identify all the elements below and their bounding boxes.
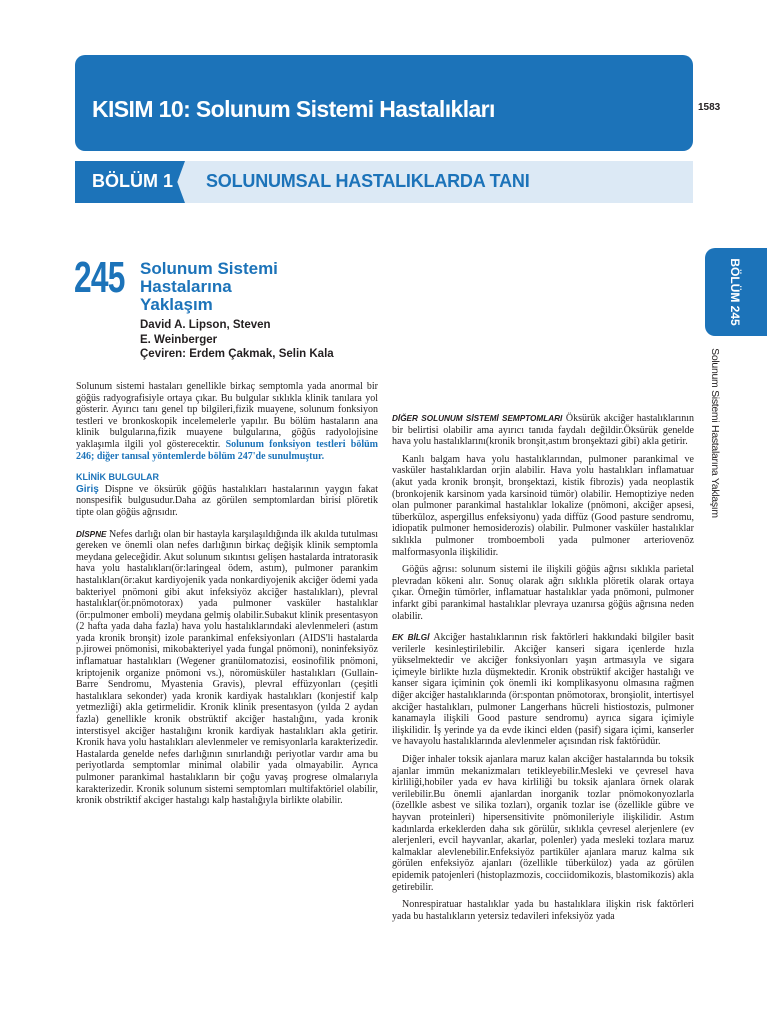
chapter-title: SOLUNUMSAL HASTALIKLARDA TANI (206, 171, 530, 191)
author-line: David A. Lipson, Steven (140, 319, 271, 331)
chapter-number: 245 (74, 253, 125, 302)
chapter-heading (140, 260, 380, 314)
page-number: 1583 (698, 102, 721, 113)
left-column (76, 381, 378, 807)
ek-bilgi-paragraph: EK BİLGİ Akciğer hastalıklarının risk faktörleri hakkındaki bilgiler basit verilerle kesinleştirilebilir. Akciğer kanseri sigara içenlerde hızla yükselmektedir ve akciğer fonksiyonları yaşın artmasıyla ve sigara içimeyle birlikte hızla düşmektedir. Kronik obstrüktif akciğer hastalığı ve kanser sigara içiminin çok önemli iki komplikasyonu olmasına rağmen diğer akciğer hastalıklarında (ör:spontan pnömotorax, bronşiolit, intertisyel akciğer hastalıkları, pulmoner Langerhans hücreli histiostozis, pulmoner kanamayla ilişkili Good pasture sendromu) ayrıca sigara içimiyle ilişkilidir. İş yerinde ya da evde ikinci elden (pasif) sigara içimi, kanserler ve havayolu hastalıklarında alevlenmeler açısından risk faktörüdür. (392, 632, 694, 748)
running-title: Solunum Sistemi Hastalarına Yaklaşım (709, 348, 721, 518)
dispne-label: DİSPNE (76, 529, 107, 539)
cross-reference-link[interactable]: Solunum fonksiyon testleri bölüm 246; diğer tanısal yöntemlerde bölüm 247'de sunulmuştur. (76, 438, 378, 462)
right-column (392, 255, 694, 922)
gogus-agrisi-paragraph: Göğüs ağrısı: solunum sistemi ile ilişkili göğüs ağrısı sıklıkla parietal plevradan kökeni alır. Sonuç olarak ağrı sıklıkla plöretik olarak ortaya çıkar. Örneğin tümörler, inflamatuar hastalıklar yada pnömoni, pulmoner infarkt gibi parankimal hastalıklar plevraya uzanırsa göğüs ağrısına neden olabilir. (392, 564, 694, 622)
toksik-ajan-paragraph: Diğer inhaler toksik ajanlara maruz kalan akciğer hastalarında bu toksik ajanlar immün mekanizmaları tetikleyebilir.Mesleki ve çevresel hava kirliliği,hobiler yada ev hava kirliliği bu toksik ajanlara örnek olarak verilebilir.Bu önemli ajanlardan inorganik tozlar pnömokonyozlarla (özellkle asbest ve silika tozları), organik tozlar ise (özellikle gübre ve hayvan proteinleri) hipersensitivite pnömonileriyle ilişkilidir. Astım kadınlarda erkeklerden daha sık görülür, sıklıkla çevresel alerjenlere (ev alerjenleri, evcil hayvanlar, akarlar, polenler) yada mesleki tozlara maruz kalmaklar alevlenebilir.Enfeksiyöz partiküler ajanlara maruz kalma sık görülen enfeksiyöz ajanları (özellikle tüberküloz) yada az görülen epidemik patojenleri (histoplazmozis, cocciidomikozis, blastomikozis) akla getirebilir. (392, 754, 694, 893)
diger-paragraph: DİĞER SOLUNUM SİSTEMİ SEMPTOMLARI Öksürük akciğer hastalıklarının bir belirtisi olabilir ama ayırıcı tanıda faydalı değildir.Öksürük genelde hava yolu hastalıklarını(kronik bronşit,astım bronşektazi gibi) akla getirir. (392, 413, 695, 448)
author-line: E. Weinberger (140, 333, 218, 346)
chapter-title-line: Hastalarına (140, 277, 232, 296)
part-title: KISIM 10: Solunum Sistemi Hastalıkları (92, 96, 495, 122)
intro-paragraph: Solunum sistemi hastaları genellikle birkaç semptomla yada anormal bir göğüs radyografisiyle ortaya çıkar. Bu bulgular sıklıkla klinik tanılara yol gösterir. Ayırıcı tanı genel tıp bilgileri,fizik muayene, solunum fonksiyon testleri ve bronkoskopik incelemelerle yapılır. Bu bölüm hastaların ana klinik bulgularına,fizik muayene bulgularına, göğüs radyolojisine yaklaşımla ilgili yol gösterecektir. Solunum fonksiyon testleri bölüm 246; diğer tanısal yöntemlerde bölüm 247'de sunulmuştur. (76, 381, 378, 462)
giris-paragraph: Giriş Dispne ve öksürük göğüs hastalıkları hastalarının yaygın fakat nonspesifik bulgusudur.Daha az görülen semptomlardan birisi plöretik tipte olan göğüs ağrısıdır. (76, 483, 379, 518)
chapter-title-line: Yaklaşım (140, 295, 213, 314)
translator-line: Çeviren: Erdem Çakmak, Selin Kala (140, 348, 334, 360)
giris-label: Giriş (76, 483, 99, 495)
nonrespiratuar-paragraph: Nonrespiratuar hastalıklar yada bu hastalıklara ilişkin risk faktörleri yada bu hastalıkların yetersiz tedavileri infeksiyöz yada (392, 899, 694, 922)
dispne-paragraph: DİSPNE Nefes darlığı olan bir hastayla karşılaşıldığında ilk akılda tutulması gereken ve önemli olan nefes darlığının birkaç değişik klinik semptomla meydana geleceğidir. Akut solunum sıkıntısı gelişen hastalarda intratorasik hava yolu hastalıkları(ör:laringeal ödem, astım), pulmoner parankim hastalıkları(ör:akut kardiyojenik yada nonkardiyojenik akciğer ödemi yada bakteriyel pnömoni gibi akut infeksiyöz akciğer hastalıkları), plevral hastalıklar(ör.pnömotorax) yada pulmoner vasküler hastalıklar (ör:pulmoner emboli) meydana gelmiş olabilir.Subakut klinik presentasyon (2 hafta yada daha fazla) hava yolu hastalıklarındaki alevlenmeleri (astım yada kronik bronşit) izole parankimal enfeksiyonları (AIDS'li hastalarda p.jirowei pnömonisi, mikobakteriyel yada fungal pnömoni), noninfeksiyöz inflamatuar hastalıkları (Wegener granülomatozisi, eosinofilik pnömoni, kriptojenik organize pnömoni vs.), nöromüsküler hastalıkları (Gullain-Barre Sendromu, Myastenia Gravis), plevral effüzyonları (çeşitli hastalıklara sekonder) yada kronik kardiyak hastalıkları (konjestif kalp yetmezliği) akla getirmelidir. Kronik klinik presentasyon (yılda 2 aydan fazla) genellikle kronik obstrüktif akciğer hastalığını, yada kronik interstisyel akciğer hastalığını kronik kardiyak hastalıkları akla getirir. Kronik hava yolu hastalıkları alevlenmeler ve remisyonlarla karakterizedir. Hastalarda genelde nefes darlığının sınırlandığı periyotlar vardır ama bu periyotlarda semptomlar minimal olabilir yada olmayabilir. Ayrıca pulmoner parankimal hastalıkların bir çoğu yavaş progrese olmalarıyla karakterizedir. Kronik solunum sistemi semptomları multifaktöriel olabilir, kronik obstriktif akciger hastalıgı kalp hastalığıyla birlikte olabilir. (76, 528, 379, 807)
diger-label: DİĞER SOLUNUM SİSTEMİ SEMPTOMLARI (392, 414, 563, 423)
kanli-balgam-paragraph: Kanlı balgam hava yolu hastalıklarından, pulmoner parankimal ve vasküler hastalıklardan orjin alabilir. Hava yolu hastalıkları inflamatuar (akut yada kronik bronşit, bronşektazi, kistik fibrozis) yada neoplastik (bronkojenik karsinom yada karsinoid tümör) olabilir. Hemoptiziye neden olan pulmoner parankimal hastalıklar lokalize (pnömoni, akciğer apsesi, tüberküloz, aspergillus enfeksiyonu) yada diffüz (Good pasture sendromu, idiopatik pulmoner hemosiderozis) olabilir. Pulmoner vasküler hastalıklar sıklıkla pulmoner tromboemboli yada pulmoner arteriovenöz malformasyonla ilişkilidir. (392, 453, 694, 558)
chapter-title-line: Solunum Sistemi (140, 259, 278, 278)
section-heading: KLİNİK BULGULAR (76, 472, 159, 483)
ek-bilgi-label: EK BİLGİ (392, 633, 430, 643)
side-chapter-label: BÖLÜM 245 (728, 258, 742, 326)
chapter-label: BÖLÜM 1 (92, 171, 173, 191)
author-block (140, 318, 385, 362)
